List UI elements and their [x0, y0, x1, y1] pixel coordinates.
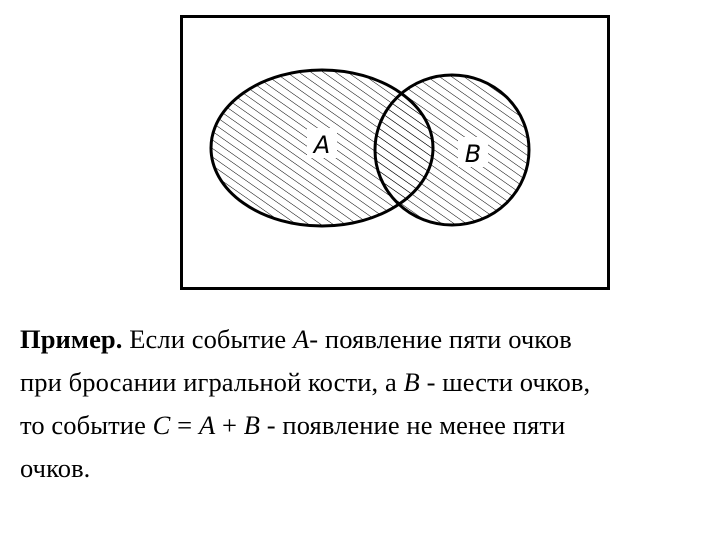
event-symbol: С	[152, 410, 171, 440]
set-a-label: A	[313, 131, 331, 159]
caption-line	[20, 404, 710, 447]
caption-text: +	[215, 410, 244, 440]
caption-text: Если событие	[122, 324, 293, 354]
caption-text: то событие	[20, 410, 153, 440]
caption-lead: Пример.	[20, 324, 123, 354]
event-symbol: А	[292, 324, 310, 354]
set-b	[375, 75, 529, 225]
example-caption	[20, 318, 710, 490]
set-b-label: B	[464, 140, 482, 168]
event-symbol: А	[198, 410, 216, 440]
event-symbol: В	[243, 410, 261, 440]
caption-text: - шести очков,	[419, 367, 591, 397]
event-symbol: В	[403, 367, 420, 397]
caption-text: - появление пяти очков	[309, 324, 572, 354]
caption-text: очков.	[20, 453, 91, 483]
caption-line	[20, 447, 710, 490]
caption-line	[20, 361, 710, 404]
caption-line	[20, 318, 710, 361]
caption-text: =	[170, 410, 199, 440]
caption-text: - появление не менее пяти	[260, 410, 566, 440]
caption-text: при бросании игральной кости, а	[20, 367, 404, 397]
